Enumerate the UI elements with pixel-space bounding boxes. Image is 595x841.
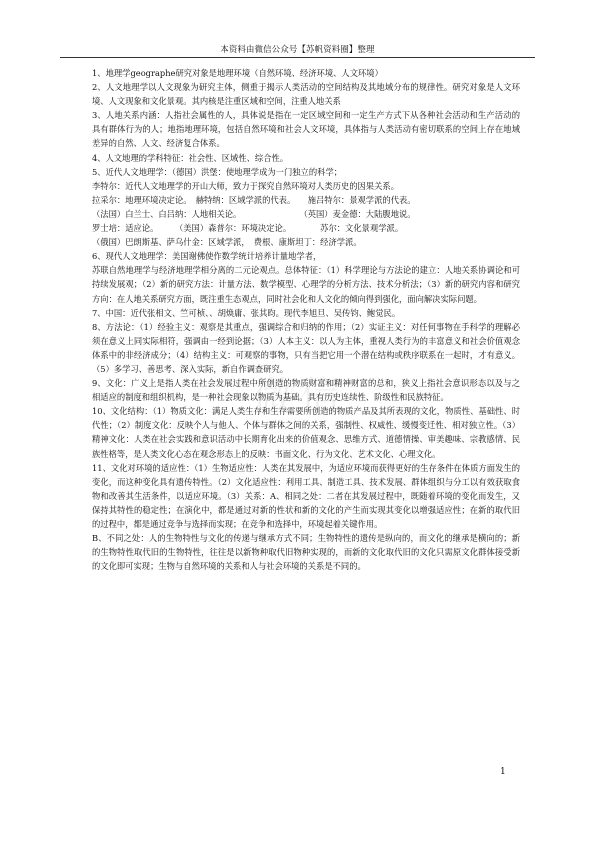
paragraph-6: 6、现代人文地理学：美国谢佛使作数学统计培养计量地学者，	[92, 251, 322, 262]
paragraph-5-france: （法国）白兰士、白吕纳：人地相关论。 （英国）麦金德：大陆腹地说。	[92, 208, 416, 219]
header-divider	[60, 57, 535, 58]
paragraph-5-roxby: 罗士培：适应论。 （美国）森普尔：环境决定论。 苏尔：文化景观学派。	[92, 223, 404, 234]
paragraph-5-litter: 李特尔：近代人文地理学的开山大师，致力于探究自然环境对人类历史的因果关系。	[92, 180, 399, 191]
paragraph-10: 10、文化结构：（1）物质文化：满足人类生存和生存需要所创造的物质产品及其所表现的文化，物质性、基础性、时代性；（2）制度文化：反映个人与他人、个体与群体之间的关系，强制性、权威性、缓慢变迁性、相对独立性。（3）精神文化：人类在社会实践和意识活动中长期育化出来的价值观念、思维方式、道德情操、审美趣味、宗教感情、民族性格等，是人类文化心态在观念形态上的反映：书面文化、行为文化、艺术文化、心理文化。	[92, 406, 520, 459]
document-body	[92, 66, 520, 573]
paragraph-2: 2、人文地理学以人文现象为研究主体，侧重于揭示人类活动的空间结构及其地域分布的规律性。研究对象是人文环境、人文现象和文化景观。其内核是注重区域和空间，注重人地关系	[92, 82, 520, 107]
page-number: 1	[500, 767, 506, 777]
paragraph-5-russia: （俄国）巴朗斯基、萨乌什金：区域学派， 费根、康斯坦丁：经济学派。	[92, 237, 362, 248]
paragraph-5-ratzel: 拉采尔：地理环境决定论。 赫特纳：区域学派的代表。 施吕特尔：景观学派的代表。	[92, 194, 416, 205]
paragraph-11-b: B、不同之处：人的生物特性与文化的传递与继承方式不同；生物特性的遗传是纵向的，而文化的继承是横向的；新的生物特性取代旧的生物特性，往往是以新物种取代旧物种实现的，而新的文化取代旧的文化只需原文化群体接受新的文化即可实现；生物与自然环境的关系和人与社会环境的关系是不同的。	[92, 533, 520, 572]
paragraph-9: 9、文化：广义上是指人类在社会发展过程中所创造的物质财富和精神财富的总和，狭义上指社会意识形态以及与之相适应的制度和组织机构，是一种社会现象以物质为基础。具有历史连续性、阶级性和民族特征。	[92, 378, 520, 403]
paragraph-3: 3、人地关系内涵：人指社会属性的人，具体说是指在一定区域空间和一定生产方式下从各种社会活动和生产活动的具有群体行为的人；地指地理环境，包括自然环境和社会人文环境，具体指与人类活动有密切联系的空间上存在地域差异的自然、人文、经济复合体系。	[92, 110, 520, 149]
watermark: 微信	[252, 374, 348, 420]
paragraph-6-detail: 苏联自然地理学与经济地理学相分离的二元论观点。总体特征：（1）科学理论与方法论的建立：人地关系协调论和可持续发展观；（2）新的研究方法：计量方法、数学模型、心理学的分析方法、技术分析法；（3）新的研究内容和研究方向：在人地关系研究方面，既注重生态观点，同时社会化和人文化的倾向得到强化，面向解决实际问题。	[92, 265, 520, 304]
paragraph-8: 8、方法论：（1）经验主义：观察是其重点，强调综合和归纳的作用；（2）实证主义：对任何事物在手科学的理解必须在意义上同实际相符，强调由一经到论据；（3）人本主义：以人为主体，重视人类行为的丰富意义和社会价值观念体系中的非经济成分；（4）结构主义：可观察的事物，只有当把它用一个潜在结构或秩序联系在一起时，才有意义。（5）多学习、善思考、深入实际，新自作调查研究。	[92, 321, 520, 374]
paragraph-5: 5、近代人文地理学：（德国）洪堡：使地理学成为一门独立的科学；	[92, 166, 343, 177]
paragraph-7: 7、中国：近代张相文、竺可桢、、胡焕庸、张其昀。现代李旭旦、吴传钧、鲍觉民。	[92, 307, 401, 318]
paragraph-1: 1、地理学geographe研究对象是地理环境（自然环境、经济环境、人文环境）	[92, 68, 383, 78]
paragraph-11: 11、文化对环境的适应性：（1）生物适应性：人类在其发展中，为适应环境而获得更好的生存条件在体质方面发生的变化，而这种变化具有遗传特性。（2）文化适应性：利用工具、制造工具、技术发展、群体组织与分工以有效获取食物和改善其生活条件，以适应环境。（3）关系：A、相同之处：二者在其发展过程中，既随着环境的变化而发生，又保持其特性的稳定性；在演化中，都是通过对新的性状和新的文化的产生而实现其变化以增强适应性；在新的取代旧的过程中，都是通过竞争与选择而实现；在竞争和选择中，环境起着关键作用。	[92, 462, 520, 529]
paragraph-4: 4、人文地理的学科特征：社会性、区域性、综合性。	[92, 152, 289, 163]
page-header: 本资料由微信公众号【苏帆资料圈】整理	[220, 44, 375, 54]
